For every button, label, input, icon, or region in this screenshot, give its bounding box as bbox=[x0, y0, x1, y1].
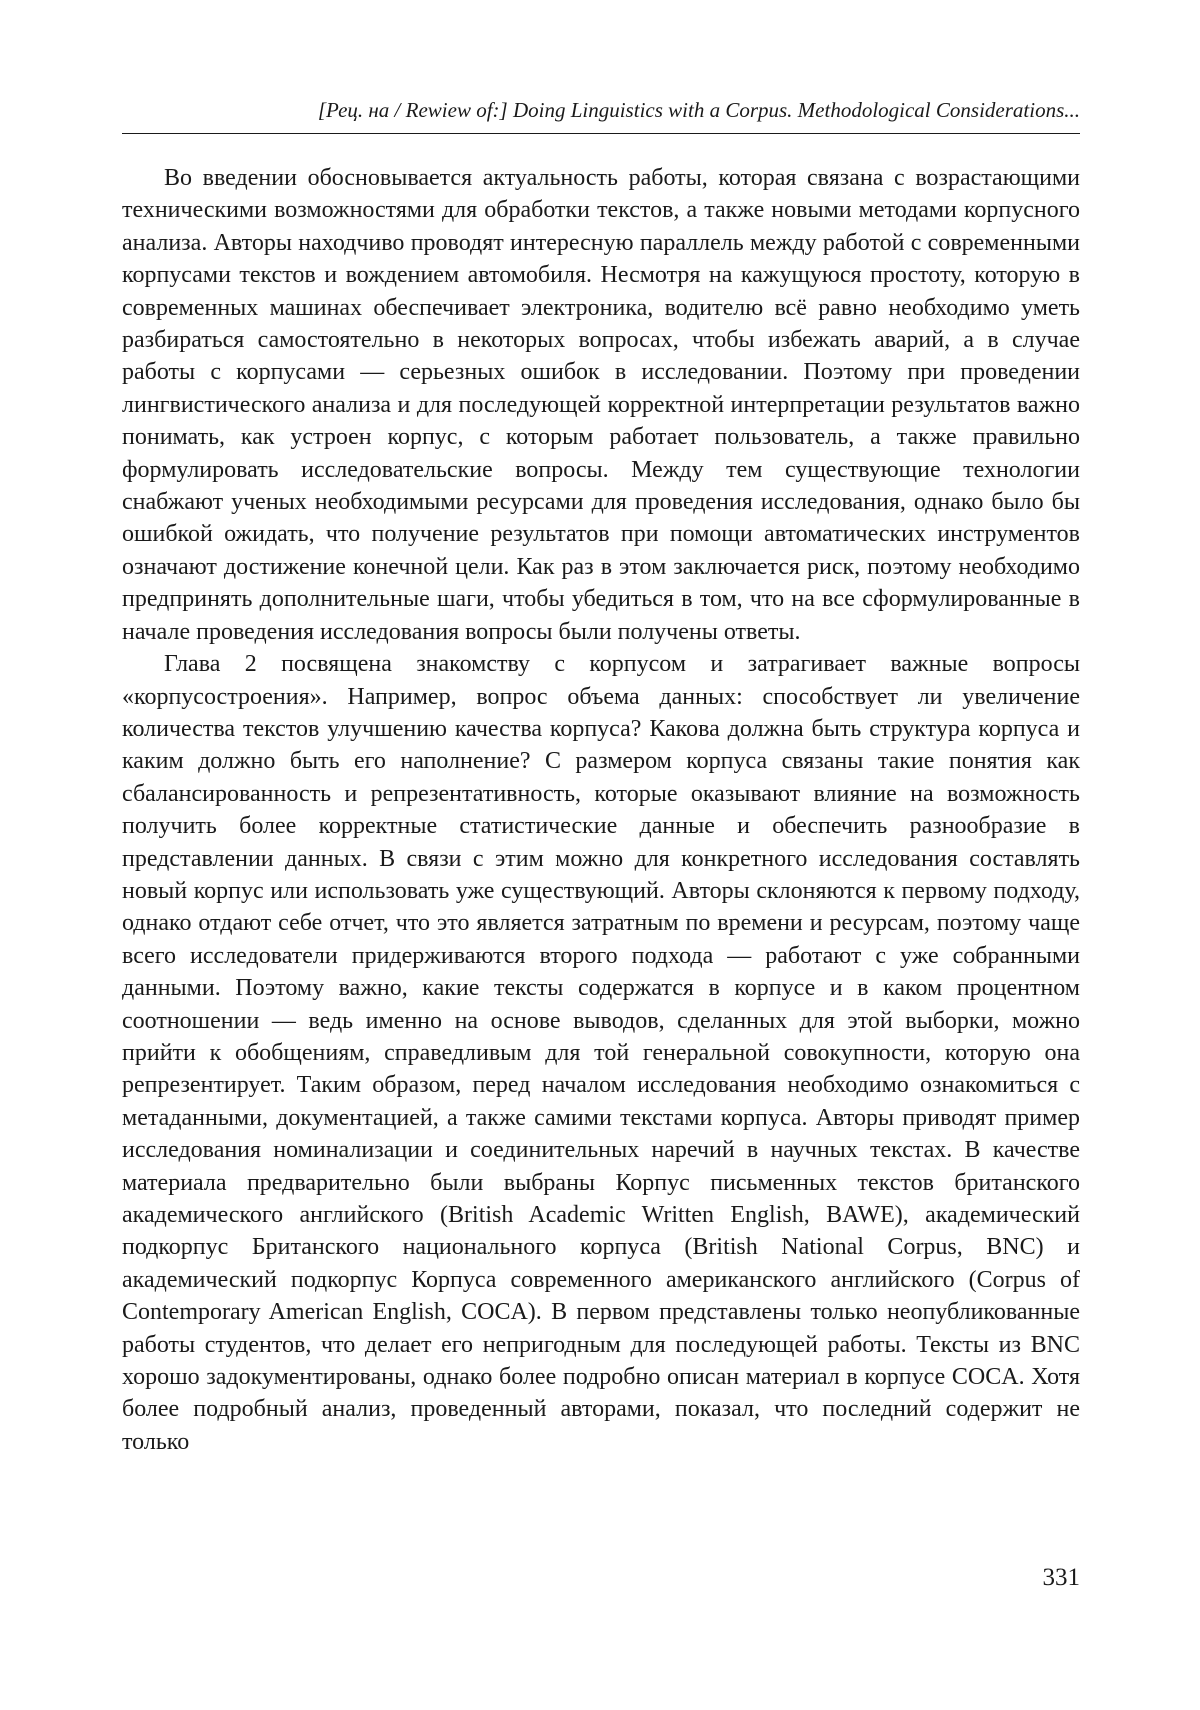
body-text bbox=[122, 162, 1080, 1458]
paragraph-introduction: Во введении обосновывается актуальность работы, которая связана с возрастающими техническими возможностями для обработки текстов, а также новыми методами корпусного анализа. Авторы находчиво проводят интересную параллель между работой с современными корпусами текстов и вождением автомобиля. Несмотря на кажущуюся простоту, которую в современных машинах обеспечивает электроника, водителю всё равно необходимо уметь разбираться самостоятельно в некоторых вопросах, чтобы избежать аварий, а в случае работы с корпусами — серьезных ошибок в исследовании. Поэтому при проведении лингвистического анализа и для последующей корректной интерпретации результатов важно понимать, как устроен корпус, с которым работает пользователь, а также правильно формулировать исследовательские вопросы. Между тем существующие технологии снабжают ученых необходимыми ресурсами для проведения исследования, однако было бы ошибкой ожидать, что получение результатов при помощи автоматических инструментов означают достижение конечной цели. Как раз в этом заключается риск, поэтому необходимо предпринять дополнительные шаги, чтобы убедиться в том, что на все сформулированные в начале проведения исследования вопросы были получены ответы. bbox=[122, 165, 1080, 645]
header-rule bbox=[122, 133, 1080, 134]
running-header: [Рец. на / Rewiew of:] Doing Linguistics with a Corpus. Methodological Considerations... bbox=[317, 98, 1080, 122]
page-number: 331 bbox=[1042, 1564, 1080, 1591]
paragraph-chapter-2: Глава 2 посвящена знакомству с корпусом и затрагивает важные вопросы «корпусостроения». Например, вопрос объема данных: способствует ли увеличение количества текстов улучшению качества корпуса? Какова должна быть структура корпуса и каким должно быть его наполнение? С размером корпуса связаны такие понятия как сбалансированность и репрезентативность, которые оказывают влияние на возможность получить более корректные статистические данные и обеспечить разнообразие в представлении данных. В связи с этим можно для конкретного исследования составлять новый корпус или использовать уже существующий. Авторы склоняются к первому подходу, однако отдают себе отчет, что это является затратным по времени и ресурсам, поэтому чаще всего исследователи придерживаются второго подхода — работают с уже собранными данными. Поэтому важно, какие тексты содержатся в корпусе и в каком процентном соотношении — ведь именно на основе выводов, сделанных для этой выборки, можно прийти к обобщениям, справедливым для той генеральной совокупности, которую она репрезентирует. Таким образом, перед началом исследования необходимо ознакомиться с метаданными, документацией, а также самими текстами корпуса. Авторы приводят пример исследования номинализации и соединительных наречий в научных текстах. В качестве материала предварительно были выбраны Корпус письменных текстов британского академического английского (British Academic Written English, BAWE), академический подкорпус Британского национального корпуса (British National Corpus, BNC) и академический подкорпус Корпуса современного американского английского (Corpus of Contemporary American English, COCA). В первом представлены только неопубликованные работы студентов, что делает его непригодным для последующей работы. Тексты из BNC хорошо задокументированы, однако более подробно описан материал в корпусе COCA. Хотя более подробный анализ, проведенный авторами, показал, что последний содержит не только bbox=[122, 651, 1080, 1455]
